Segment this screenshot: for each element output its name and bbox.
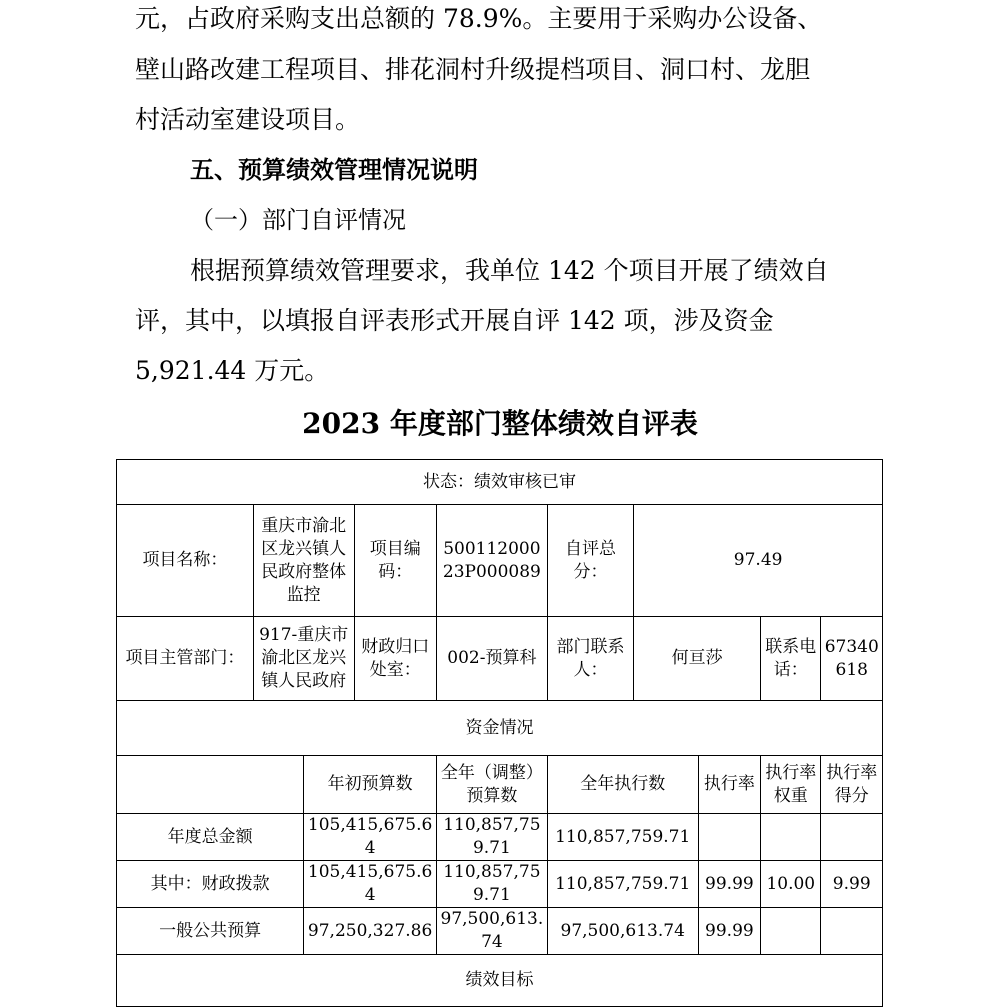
project-name-value: 重庆市渝北区龙兴镇人民政府整体监控 xyxy=(253,505,354,617)
phone-value: 67340618 xyxy=(821,617,883,701)
row-initial: 105,415,675.64 xyxy=(304,861,437,908)
row-rate xyxy=(698,814,760,861)
table-row xyxy=(117,814,883,861)
score-label: 自评总分： xyxy=(547,505,634,617)
row-weight xyxy=(761,908,821,955)
col-header-adjusted: 全年（调整）预算数 xyxy=(437,756,548,814)
dept-row xyxy=(117,617,883,701)
col-header-weight: 执行率权重 xyxy=(761,756,821,814)
status-row xyxy=(117,460,883,505)
row-label: 一般公共预算 xyxy=(117,908,304,955)
col-header-score: 执行率得分 xyxy=(821,756,883,814)
row-initial: 97,250,327.86 xyxy=(304,908,437,955)
row-executed: 97,500,613.74 xyxy=(547,908,698,955)
project-code-value: 50011200023P000089 xyxy=(437,505,548,617)
finance-office-value: 002-预算科 xyxy=(437,617,548,701)
contact-value: 何亘莎 xyxy=(634,617,761,701)
goals-heading: 绩效目标 xyxy=(117,955,883,1007)
dept-label: 项目主管部门： xyxy=(117,617,254,701)
row-adjusted: 97,500,613.74 xyxy=(437,908,548,955)
project-name-label: 项目名称： xyxy=(117,505,254,617)
intro-line-1: 元，占政府采购支出总额的 78.9%。主要用于采购办公设备、 xyxy=(135,4,823,33)
phone-label: 联系电话： xyxy=(761,617,821,701)
row-executed: 110,857,759.71 xyxy=(547,861,698,908)
finance-office-label: 财政归口处室： xyxy=(354,617,437,701)
table-title: 2023 年度部门整体绩效自评表 xyxy=(302,407,698,440)
row-label: 其中：财政拨款 xyxy=(117,861,304,908)
row-initial: 105,415,675.64 xyxy=(304,814,437,861)
status-cell: 状态：绩效审核已审 xyxy=(117,460,883,505)
row-rate: 99.99 xyxy=(698,908,760,955)
section-heading: 五、预算绩效管理情况说明 xyxy=(190,155,478,184)
dept-value: 917-重庆市渝北区龙兴镇人民政府 xyxy=(253,617,354,701)
table-row xyxy=(117,908,883,955)
row-adjusted: 110,857,759.71 xyxy=(437,814,548,861)
contact-label: 部门联系人： xyxy=(547,617,634,701)
score-value: 97.49 xyxy=(634,505,883,617)
goals-heading-row xyxy=(117,955,883,1007)
col-header-initial: 年初预算数 xyxy=(304,756,437,814)
table-row xyxy=(117,861,883,908)
project-row xyxy=(117,505,883,617)
col-header-rate: 执行率 xyxy=(698,756,760,814)
funds-heading-row xyxy=(117,701,883,756)
evaluation-table xyxy=(116,459,883,1007)
row-score xyxy=(821,814,883,861)
body-line-3: 5,921.44 万元。 xyxy=(135,356,330,385)
intro-line-2: 壁山路改建工程项目、排花洞村升级提档项目、洞口村、龙胆 xyxy=(135,55,811,84)
section-subheading: （一）部门自评情况 xyxy=(190,206,406,234)
funds-header-blank xyxy=(117,756,304,814)
row-score: 9.99 xyxy=(821,861,883,908)
row-adjusted: 110,857,759.71 xyxy=(437,861,548,908)
row-score xyxy=(821,908,883,955)
funds-heading: 资金情况 xyxy=(117,701,883,756)
project-code-label: 项目编码： xyxy=(354,505,437,617)
intro-line-3: 村活动室建设项目。 xyxy=(135,105,361,134)
funds-header-row xyxy=(117,756,883,814)
row-weight: 10.00 xyxy=(761,861,821,908)
body-line-2: 评，其中，以填报自评表形式开展自评 142 项，涉及资金 xyxy=(135,306,774,335)
col-header-executed: 全年执行数 xyxy=(547,756,698,814)
row-executed: 110,857,759.71 xyxy=(547,814,698,861)
row-label: 年度总金额 xyxy=(117,814,304,861)
row-rate: 99.99 xyxy=(698,861,760,908)
body-line-1: 根据预算绩效管理要求，我单位 142 个项目开展了绩效自 xyxy=(190,256,829,285)
row-weight xyxy=(761,814,821,861)
